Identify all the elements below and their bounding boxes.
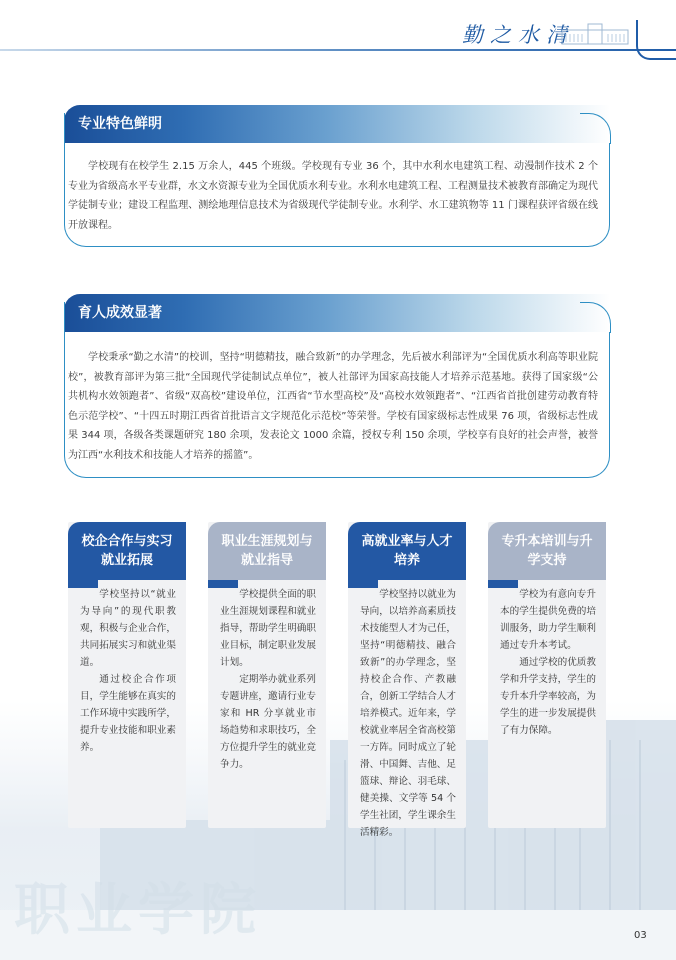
- card-paragraph: 学校为有意向专升本的学生提供免费的培训服务，助力学生顺利通过专升本考试。: [500, 589, 596, 651]
- section-body-education: 学校秉承“勤之水清”的校训，坚持“明德精技，融合致新”的办学理念，先后被水利部评为“全国优质水利高等职业院校”，被教育部评为第三批“全国现代学徒制试点单位”，被人社部评为国家高技能人才培养示范基地。获得了国家级“公共机构水效领跑者”、省级“双高校”建设单位，江西省“节水型高校”及“高校水效领跑者”、“江西省首批创建劳动教育特色示范学校”、“十四五时期江西省首批语言文字规范化示范校”等荣誉。学校有国家级标志性成果 76 项，省级标志性成果 344 项，各级各类课题研究 180 余项，发表论文 1000 余篇，授权专利 150 余项，学校享有良好的社会声誉，被誉为江西“水利技术和技能人才培养的摇篮”。: [68, 352, 598, 461]
- section-title-text: 育人成效显著: [78, 305, 162, 321]
- section-title-text: 专业特色鲜明: [78, 116, 162, 132]
- card-body: [80, 586, 176, 756]
- card-title: 高就业率与人才培养: [348, 522, 466, 580]
- card-body: [360, 586, 456, 841]
- card-paragraph: 学校坚持以就业为导向，以培养高素质技术技能型人才为己任，坚持“明德精技、融合致新”的办学理念，坚持校企合作、产教融合，创新工学结合人才培养模式。近年来，学校就业率居全省高校第一方阵。同时成立了轮滑、中国舞、吉他、足篮球、辩论、羽毛球、健美操、文学等 54 个学生社团，学生课余生活精彩。: [360, 589, 456, 838]
- watermark-text: 职业学院: [14, 877, 262, 943]
- section-title-specialty: [64, 105, 610, 143]
- card-paragraph: 学校提供全面的职业生涯规划课程和就业指导，帮助学生明确职业目标，制定职业发展计划。: [220, 589, 316, 668]
- card-paragraph: 学校坚持以“就业为导向”的现代职教观，积极与企业合作，共同拓展实习和就业渠道。: [80, 589, 176, 668]
- header-corner-ornament: [636, 20, 676, 60]
- card-paragraph: 通过学校的优质教学和升学支持，学生的专升本升学率较高，为学生的进一步发展提供了有力保障。: [500, 657, 596, 736]
- campus-building-icon: [560, 22, 630, 46]
- page-number: 03: [634, 930, 647, 941]
- card-title: 专升本培训与升学支持: [488, 522, 606, 580]
- card-upgrade: [488, 522, 606, 828]
- header-rule: [0, 49, 676, 51]
- card-body: [500, 586, 596, 739]
- card-employment: [348, 522, 466, 838]
- page-header: [0, 0, 676, 56]
- card-title: 校企合作与实习就业拓展: [68, 522, 186, 580]
- card-title: 职业生涯规划与就业指导: [208, 522, 326, 580]
- card-paragraph: 定期举办就业系列专题讲座，邀请行业专家和 HR 分享就业市场趋势和求职技巧，全方位提升学生的就业竞争力。: [220, 674, 316, 770]
- card-cooperation: [68, 522, 186, 828]
- card-paragraph: 通过校企合作项目，学生能够在真实的工作环境中实践所学，提升专业技能和职业素养。: [80, 674, 176, 753]
- school-motto: 勤之水清: [462, 23, 574, 47]
- section-body-specialty: 学校现有在校学生 2.15 万余人，445 个班级。学校现有专业 36 个，其中水利水电建筑工程、动漫制作技术 2 个专业为省级高水平专业群，水文水资源专业为全国优质水利专业。水利水电建筑工程、工程测量技术被教育部确定为现代学徒制专业；建设工程监理、测绘地理信息技术为省级现代学徒制专业。水利学、水工建筑物等 11 门课程获评省级在线开放课程。: [68, 161, 598, 231]
- card-body: [220, 586, 316, 773]
- section-title-education: [64, 294, 610, 332]
- card-career: [208, 522, 326, 828]
